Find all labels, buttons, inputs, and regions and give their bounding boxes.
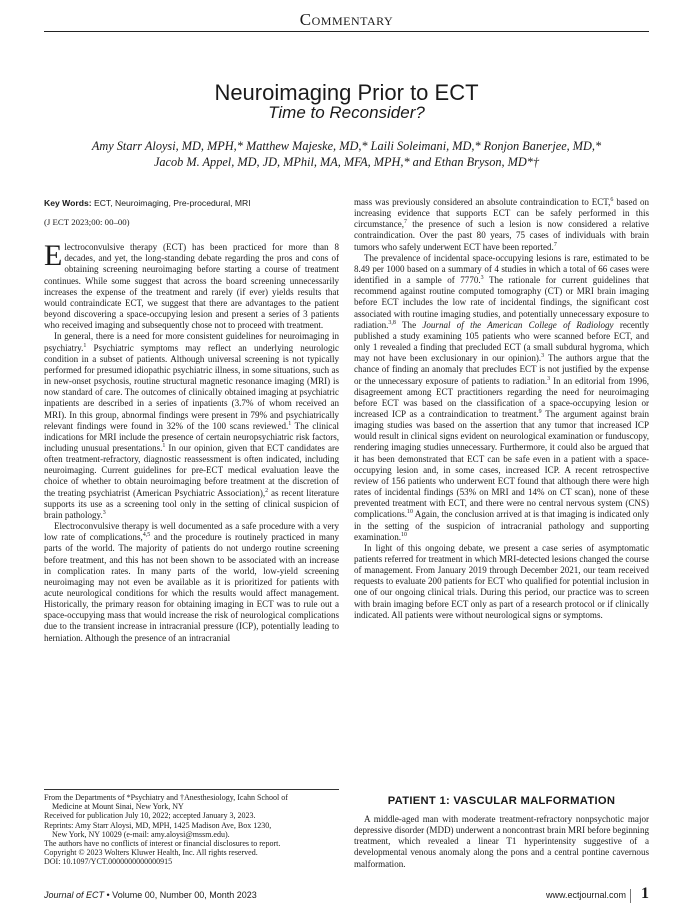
reference-marker: 10 (407, 509, 414, 516)
footnote-line: Reprints: Amy Starr Aloysi, MD, MPH, 1425 Madison Ave, Box 1230, (44, 820, 272, 830)
section-label: Commentary (299, 10, 394, 29)
page-number: 1 (641, 885, 649, 902)
footnote-line: From the Departments of *Psychiatry and †Anesthesiology, Icahn School of (44, 793, 288, 802)
footer-journal-name: Journal of ECT (44, 890, 105, 900)
drop-cap: E (44, 239, 63, 273)
reference-marker: 7 (403, 219, 407, 226)
reference-marker: 1 (83, 342, 87, 349)
header-rule (44, 31, 649, 32)
footnote-line: Medicine at Mount Sinai, New York, NY (52, 802, 184, 812)
reference-marker: 3 (547, 375, 551, 382)
reference-marker: 3,8 (388, 319, 396, 326)
journal-name: Journal of the American College of Radiology (422, 319, 614, 330)
patient-1-body (354, 814, 649, 870)
keywords (44, 197, 339, 209)
footer-website: www.ectjournal.com (545, 890, 626, 900)
footer-issue: • Volume 00, Number 00, Month 2023 (104, 890, 257, 900)
reference-marker: 7 (553, 241, 557, 248)
paragraph: The prevalence of incidental space-occupying lesions is rare, estimated to be 8.49 per 1000 based on a summary of 4 studies in which a total of 66 cases were identified in a sample of 7770.$^3$ The rationale for current guidelines that recommend against routine computed tomography (CT) or MRI brain imaging before ECT includes the low rate of incidental findings, the significant cost associated with routine imaging studies, and potentially unnecessary exposure to radiation.$^{3,8}$ The Journal of the American College of Radiology recently published a study examining 105 patients who were scanned before ECT, and only 1 revealed a finding that precluded ECT (a small subdural hygroma, which may not have been exclusionary in our opinion).$^3$ The authors argue that the chance of finding an anomaly that precludes ECT is not justified by the expense or the unnecessary exposure of patients to radiation.$^3$ In an editorial from 1996, disagreement among ECT practitioners regarding the need for neuroimaging before ECT was based on the classification of a space-occupying lesion or increased ICP as a contraindication to treatment.$^9$ The argument against brain imaging studies was based on the assertion that any tumor that increased ICP would result in clinical signs evident on neurological examination or funduscopy, rendering imaging studies unnecessary. Furthermore, it could also be argued that it has been demonstrated that ECT can be safe even in a patient with a space-occupying lesion and, in some cases, increased ICP. A recent retrospective review of 156 patients who underwent ECT found that although there were high rates of incidental findings (53% on MRI and 14% on CT scan), none of these prevented treatment with ECT, and there were no central nervous system (CNS) complications.$^{10}$ Again, the conclusion arrived at is that imaging is indicated only in the setting of the suspicion of intracranial pathology and supporting examination.$^{10}$ (354, 252, 649, 542)
authors-line-2: Jacob M. Appel, MD, JD, MPhil, MA, MFA, MPH,* and Ethan Bryson, MD*† (153, 155, 540, 169)
reference-marker: 1 (162, 442, 166, 449)
paragraph: In general, there is a need for more consistent guidelines for neuroimaging in psychiatry.$^1$ Psychiatric symptoms may reflect an underlying neurologic condition in a subset of patients. Although universal screening is not typically performed for presumed idiopathic psychiatric illness, in some situations, such as in new-onset psychosis, routine structural magnetic resonance imaging (MRI) is now standard of care. The outcomes of clinically obtained imaging at psychiatric inpatients are described in a series of inpatients (3.7% of whom received an MRI). In this group, abnormal findings were present in 79% and psychiatrically relevant findings were found in 32% of the 100 scans reviewed.$^1$ The clinical indications for MRI include the presence of certain neuropsychiatric risk factors, including unusual presentations.$^1$ In our opinion, given that ECT candidates are often treatment-refractory, diagnostic reassessment is often indicated, including neuroimaging. Current guidelines for pre-ECT medical evaluation leave the choice of whether to obtain neuroimaging before treatment at the discretion of the treating psychiatrist (American Psychiatric Association),$^2$ as recent literature supports its use as a screening tool only in the setting of clinical suspicion of brain pathology.$^3$ (44, 331, 339, 520)
reference-marker: 1 (288, 420, 292, 427)
footnote-rule (44, 789, 339, 790)
article-subtitle: Time to Reconsider? (268, 103, 425, 122)
reference-marker: 9 (538, 408, 542, 415)
reference-marker: 4,5 (142, 532, 151, 539)
authors-line-1: Amy Starr Aloysi, MD, MPH,* Matthew Majeske, MD,* Laili Soleimani, MD,* Ronjon Banerjee, MD,* (91, 139, 602, 153)
author-list (50, 138, 643, 170)
paragraph: A middle-aged man with moderate treatment-refractory nonpsychotic major depressive disorder (MDD) underwent a noncontrast brain MRI before beginning treatment, which revealed a linear T1 hyperintensity suggestive of a developmental venous anomaly along the pons and a central pontine cavernous malformation. (354, 814, 649, 869)
paragraph: mass was previously considered an absolute contraindication to ECT,$^6$ based on increasing evidence that supports ECT can be safely performed in this circumstance,$^7$ the presence of such a lesion is now considered a relative contraindication. Over the past 80 years, 75 cases of individuals with brain tumors who safely underwent ECT have been reported.$^7$ (354, 196, 649, 252)
left-column (44, 197, 339, 644)
keywords-text: ECT, Neuroimaging, Pre-procedural, MRI (91, 198, 251, 208)
journal-citation: (J ECT 2023;00: 00–00) (44, 217, 130, 227)
paragraph: Electroconvulsive therapy is well documented as a safe procedure with a very low rate of complications,$^{4,5}$ and the procedure is routinely practiced in many parts of the world. The majority of patients do not undergo routine screening before treatment, and this has not been shown to be associated with an increase in complication rates. In many parts of the world, low-yield screening neuroimaging may not even be available as it is prioritized for patients with acute neurological conditions for which the results would affect management. Historically, the primary reason for obtaining imaging in ECT was to rule out a space-occupying mass that would increase the risk of neurological complications due to the transient increase in intracranial pressure (ICP), potentially leading to herniation. Although the presence of an intracranial (44, 521, 340, 643)
footnote-line: Copyright © 2023 Wolters Kluwer Health, Inc. All rights reserved. (44, 848, 258, 858)
reference-marker: 3 (480, 275, 484, 282)
article-title: Neuroimaging Prior to ECT (214, 80, 479, 105)
reference-marker: 6 (610, 196, 614, 203)
footer-right (546, 885, 649, 903)
reference-marker: 10 (400, 531, 407, 538)
footer-divider (630, 889, 631, 903)
patient-1-heading: PATIENT 1: VASCULAR MALFORMATION (387, 795, 616, 807)
footnote-line: DOI: 10.1097/YCT.0000000000000915 (44, 857, 173, 867)
footer-journal-info (44, 890, 257, 900)
footnote-line: Received for publication July 10, 2022; accepted January 3, 2023. (44, 811, 256, 821)
reference-marker: 3 (102, 509, 106, 516)
reference-marker: 2 (265, 487, 269, 494)
footnotes (44, 793, 344, 867)
keywords-label: Key Words: (44, 198, 92, 208)
footnote-line: The authors have no conflicts of interest or financial disclosures to report. (44, 839, 281, 849)
reference-marker: 3 (541, 353, 545, 360)
footnote-line: New York, NY 10029 (e-mail: amy.aloysi@mssm.edu). (52, 829, 230, 839)
right-column (354, 197, 649, 621)
paragraph: Electroconvulsive therapy (ECT) has been practiced for more than 8 decades, and yet, the long-standing debate regarding the pros and cons of obtaining screening neuroimaging before starting a course of treatment continues. While some suggest that across the board screening unnecessarily increases the expense of the treatment and rarely (if ever) yields results that would contraindicate ECT, we suggest that there are advantages to the patient beyond discovering a space-occupying lesion and present a series of 3 patients who received imaging and subsequently chose not to proceed with treatment. (44, 239, 339, 331)
paragraph: In light of this ongoing debate, we present a case series of asymptomatic patients referred for treatment in which MRI-detected lesions changed the course of management. From January 2019 through December 2021, our team received requests to evaluate 200 patients for ECT who qualified for potential inclusion in one of our ongoing clinical trials. During this period, our practice was to screen with brain imaging before ECT only as part of a research protocol or if clinically indicated. All patients were without neurological signs or symptoms. (354, 542, 649, 620)
